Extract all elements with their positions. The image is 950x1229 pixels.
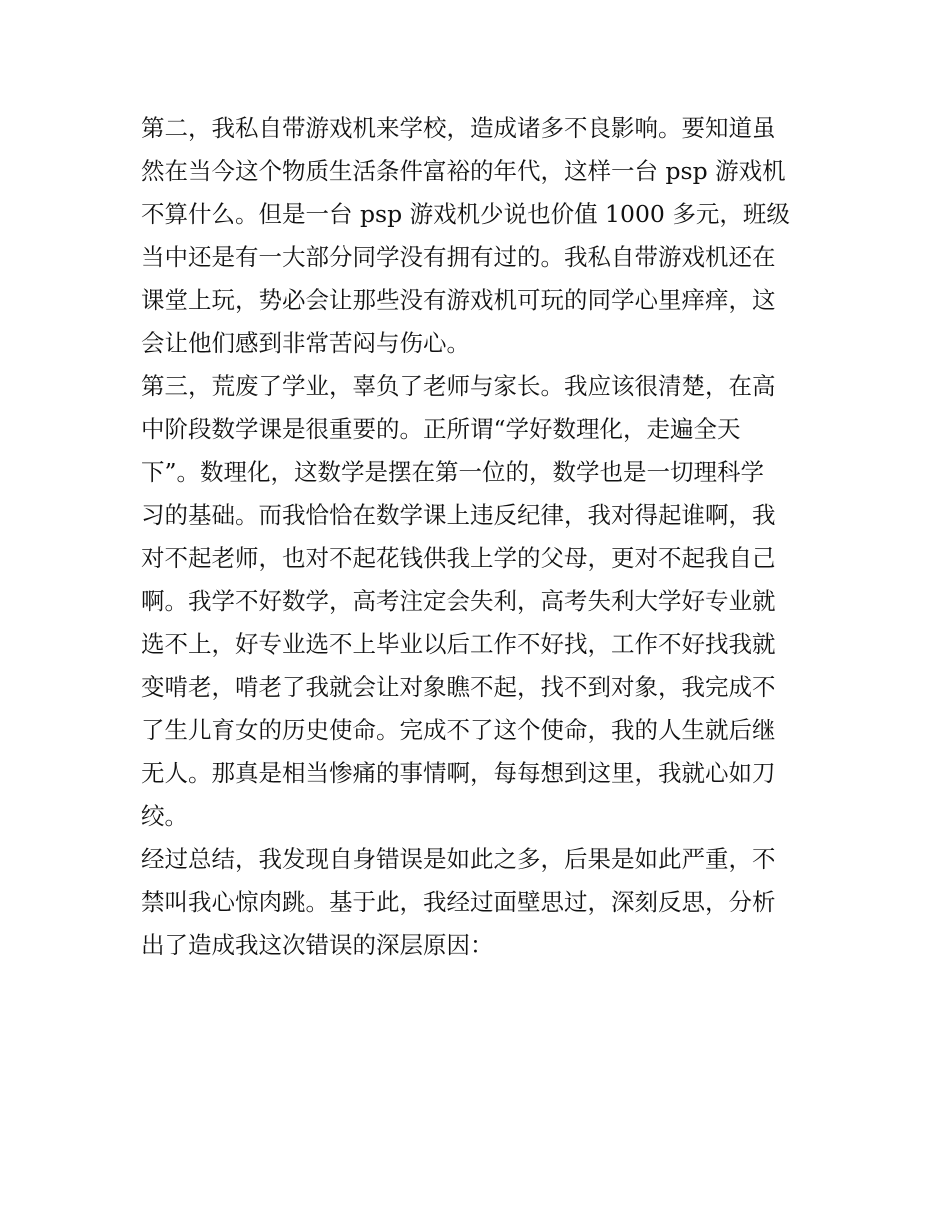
- text-line: 课堂上玩，势必会让那些没有游戏机可玩的同学心里痒痒，这: [141, 286, 776, 314]
- text-line: 下”。数理化，这数学是摆在第一位的，数学也是一切理科学: [141, 458, 765, 486]
- text-line: 对不起老师，也对不起花钱供我上学的父母，更对不起我自己: [141, 544, 776, 572]
- text-line: 经过总结，我发现自身错误是如此之多，后果是如此严重，不: [141, 845, 776, 873]
- text-line: 会让他们感到非常苦闷与伤心。: [141, 329, 470, 357]
- text-line: 出了造成我这次错误的深层原因：: [141, 931, 494, 959]
- paragraph-summary: [141, 838, 821, 967]
- text-line: 禁叫我心惊肉跳。基于此，我经过面壁思过，深刻反思，分析: [141, 888, 776, 916]
- text-line: 不算什么。但是一台 psp 游戏机少说也价值 1000 多元，班级: [141, 200, 790, 228]
- text-line: 第二，我私自带游戏机来学校，造成诸多不良影响。要知道虽: [141, 114, 776, 142]
- text-line: 无人。那真是相当惨痛的事情啊，每每想到这里，我就心如刀: [141, 759, 776, 787]
- text-line: 习的基础。而我恰恰在数学课上违反纪律，我对得起谁啊，我: [141, 501, 776, 529]
- document-body: [141, 107, 821, 967]
- text-line: 了生儿育女的历史使命。完成不了这个使命，我的人生就后继: [141, 716, 776, 744]
- text-line: 绞。: [141, 802, 188, 830]
- text-line: 变啃老，啃老了我就会让对象瞧不起，找不到对象，我完成不: [141, 673, 776, 701]
- text-line: 当中还是有一大部分同学没有拥有过的。我私自带游戏机还在: [141, 243, 776, 271]
- paragraph-second-point: [141, 107, 821, 365]
- text-line: 然在当今这个物质生活条件富裕的年代，这样一台 psp 游戏机: [141, 157, 786, 185]
- paragraph-third-point: [141, 365, 821, 838]
- text-line: 选不上，好专业选不上毕业以后工作不好找，工作不好找我就: [141, 630, 776, 658]
- text-line: 中阶段数学课是很重要的。正所谓“学好数理化，走遍全天: [141, 415, 741, 443]
- text-line: 啊。我学不好数学，高考注定会失利，高考失利大学好专业就: [141, 587, 776, 615]
- text-line: 第三，荒废了学业，辜负了老师与家长。我应该很清楚，在高: [141, 372, 776, 400]
